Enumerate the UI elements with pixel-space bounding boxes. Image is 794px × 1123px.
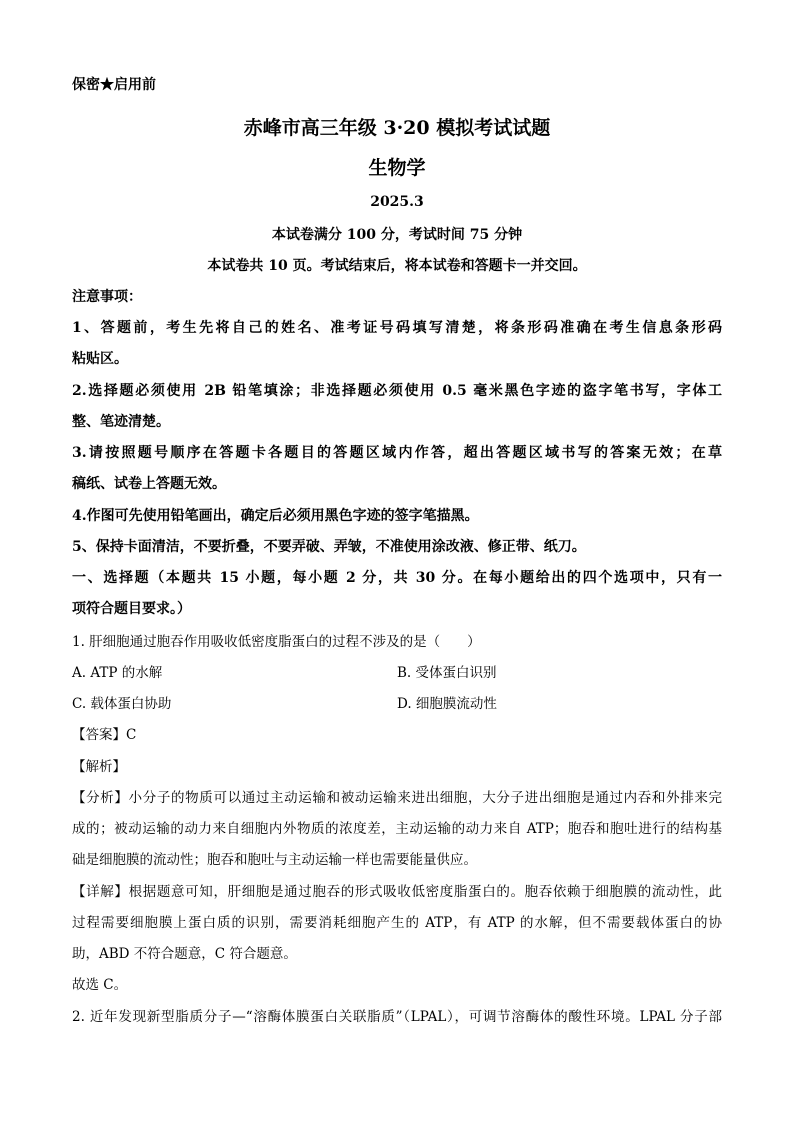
note-3-line-2: 稿纸、试卷上答题无效。 — [72, 476, 226, 492]
answer-tag: 【答案】 — [72, 727, 126, 743]
section-heading-line-1: 一、选择题（本题共 15 小题，每小题 2 分，共 30 分。在每小题给出的四个选项中，只有一 — [72, 570, 722, 586]
subject-title: 生物学 — [368, 157, 426, 179]
confidential-label: 保密★启用前 — [72, 77, 156, 93]
question-1-answer-line — [72, 723, 722, 743]
question-2-stem: 2. 近年发现新型脂质分子—“溶酶体膜蛋白关联脂质”（LPAL），可调节溶酶体的酸性环境。LPAL 分子部 — [72, 1009, 722, 1025]
exam-info-pages: 本试卷共 10 页。考试结束后，将本试卷和答题卡一并交回。 — [207, 258, 587, 274]
note-2-line-1: 2.选择题必须使用 2B 铅笔填涂；非选择题必须使用 0.5 毫米黑色字迹的盗字笔书写，字体工 — [72, 383, 722, 399]
note-3-line-1: 3.请按照题号顺序在答题卡各题目的答题区域内作答，超出答题区域书写的答案无效；在草 — [72, 445, 722, 461]
question-1-conclusion: 故选 C。 — [72, 977, 128, 993]
note-2-line-2: 整、笔迹清楚。 — [72, 414, 170, 430]
fenxi-line-2: 成的；被动运输的动力来自细胞内外物质的浓度差，主动运输的动力来自 ATP；胞吞和胞吐进行的结构基 — [72, 821, 722, 837]
note-5: 5、保持卡面清洁，不要折叠，不要弄破、弄皱，不准使用涂改液、修正带、纸刀。 — [72, 539, 586, 555]
question-1-option-c: C. 载体蛋白协助 — [72, 696, 172, 712]
fenxi-line-1 — [72, 786, 722, 806]
question-1-option-b: B. 受体蛋白识别 — [397, 665, 497, 681]
fenxi-text-1: 小分子的物质可以通过主动运输和被动运输来进出细胞，大分子进出细胞是通过内吞和外排来完 — [128, 790, 722, 806]
notes-heading: 注意事项： — [72, 289, 142, 305]
note-1-line-1: 1、答题前，考生先将自己的姓名、准考证号码填写清楚，将条形码准确在考生信息条形码 — [72, 320, 722, 336]
exam-info-score-time: 本试卷满分 100 分，考试时间 75 分钟 — [271, 227, 523, 243]
section-heading-line-2: 项符合题目要求。） — [72, 601, 191, 617]
question-1-option-a: A. ATP 的水解 — [72, 665, 163, 681]
question-1-option-d: D. 细胞膜流动性 — [397, 696, 497, 712]
exam-date: 2025.3 — [370, 194, 424, 210]
note-1-line-2: 粘贴区。 — [72, 351, 128, 367]
xiangjie-text-1: 根据题意可知，肝细胞是通过胞吞的形式吸收低密度脂蛋白的。胞吞依赖于细胞膜的流动性，此 — [128, 884, 722, 900]
answer-value: C — [126, 727, 137, 743]
question-1-stem: 1. 肝细胞通过胞吞作用吸收低密度脂蛋白的过程不涉及的是（ ） — [72, 634, 481, 650]
analysis-tag: 【解析】 — [72, 759, 126, 775]
xiangjie-line-3: 助，ABD 不符合题意，C 符合题意。 — [72, 946, 297, 962]
xiangjie-line-2: 过程需要细胞膜上蛋白质的识别，需要消耗细胞产生的 ATP，有 ATP 的水解，但不需要载体蛋白的协 — [72, 915, 722, 931]
xiangjie-line-1 — [72, 880, 722, 900]
fenxi-tag: 【分析】 — [72, 790, 129, 806]
fenxi-line-3: 础是细胞膜的流动性；胞吞和胞吐与主动运输一样也需要能量供应。 — [72, 852, 477, 868]
xiangjie-tag: 【详解】 — [72, 884, 129, 900]
note-4: 4.作图可先使用铅笔画出，确定后必须用黑色字迹的签字笔描黑。 — [72, 508, 479, 524]
exam-title: 赤峰市高三年级 3·20 模拟考试试题 — [243, 117, 551, 139]
